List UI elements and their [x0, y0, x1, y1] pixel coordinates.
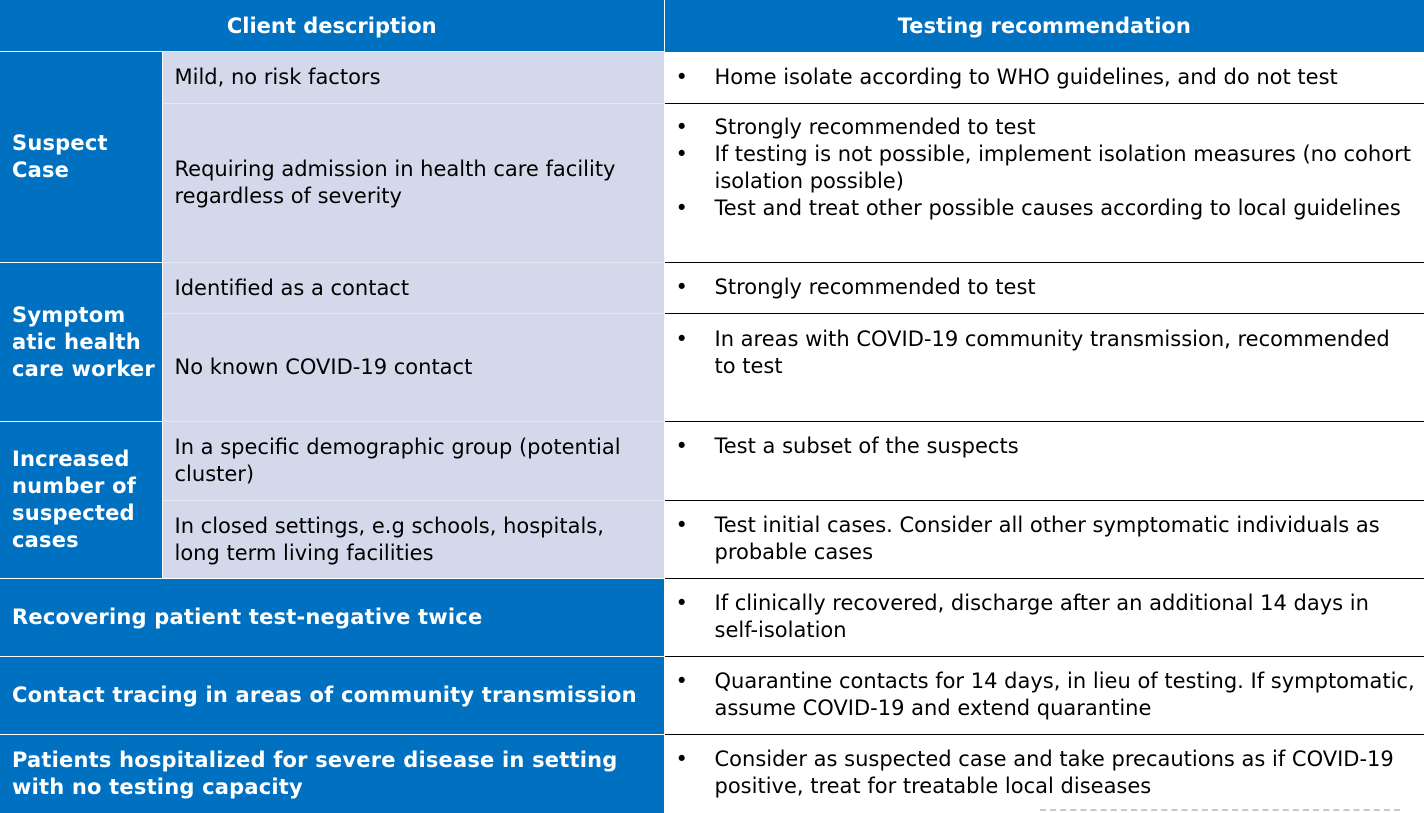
dashed-divider: [1040, 809, 1400, 811]
testing-recommendation-header: Testing recommendation: [664, 0, 1424, 52]
client-description-header: Client description: [0, 0, 664, 52]
client-description-cell: Identified as a contact: [162, 263, 664, 314]
recommendation-item: • If clinically recovered, discharge after an additional 14 days in self-isolation: [665, 590, 1417, 644]
recommendation-item: • Strongly recommended to test: [665, 114, 1417, 141]
recommendation-item: • Test and treat other possible causes according to local guidelines: [665, 195, 1417, 222]
group-contact-tracing: Contact tracing in areas of community transmission: [0, 657, 664, 735]
recommendation-item: • Test initial cases. Consider all other symptomatic individuals as probable cases: [665, 512, 1417, 566]
recommendation-item: • Quarantine contacts for 14 days, in lieu of testing. If symptomatic, assume COVID-19 and extend quarantine: [665, 668, 1417, 722]
recommendation-item: • In areas with COVID-19 community transmission, recommended to test: [665, 326, 1417, 380]
client-description-cell: Mild, no risk factors: [162, 52, 664, 104]
recommendation-cell: [664, 314, 1424, 422]
table-row: [0, 52, 1424, 104]
table-row: [0, 657, 1424, 735]
group-increased-suspected-cases: Increased number of suspected cases: [0, 422, 162, 579]
recommendation-cell: [664, 104, 1424, 263]
table-row: [0, 501, 1424, 579]
table-header-row: [0, 0, 1424, 52]
group-symptomatic-health-care-worker: Symptom atic health care worker: [0, 263, 162, 422]
recommendation-cell: [664, 263, 1424, 314]
recommendation-cell: [664, 735, 1424, 813]
recommendation-cell: [664, 52, 1424, 104]
table-row: [0, 735, 1424, 813]
recommendation-cell: [664, 657, 1424, 735]
table-row: [0, 314, 1424, 422]
recommendation-item: • Test a subset of the suspects: [665, 433, 1417, 460]
client-description-cell: Requiring admission in health care facility regardless of severity: [162, 104, 664, 263]
recommendation-item: • If testing is not possible, implement isolation measures (no cohort isolation possible): [665, 141, 1417, 195]
client-description-cell: In a specific demographic group (potential cluster): [162, 422, 664, 501]
client-description-cell: No known COVID-19 contact: [162, 314, 664, 422]
table-row: [0, 104, 1424, 263]
recommendation-item: • Home isolate according to WHO guidelines, and do not test: [665, 64, 1417, 91]
client-description-cell: In closed settings, e.g schools, hospitals, long term living facilities: [162, 501, 664, 579]
recommendation-item: • Strongly recommended to test: [665, 274, 1417, 301]
table-row: [0, 579, 1424, 657]
recommendation-cell: [664, 579, 1424, 657]
group-suspect-case: Suspect Case: [0, 52, 162, 263]
table-row: [0, 263, 1424, 314]
group-recovering-patient: Recovering patient test-negative twice: [0, 579, 664, 657]
group-hospitalized-no-testing-capacity: Patients hospitalized for severe disease in setting with no testing capacity: [0, 735, 664, 813]
table-row: [0, 422, 1424, 501]
recommendation-cell: [664, 422, 1424, 501]
recommendation-item: • Consider as suspected case and take precautions as if COVID-19 positive, treat for treatable local diseases: [665, 746, 1417, 800]
recommendation-cell: [664, 501, 1424, 579]
